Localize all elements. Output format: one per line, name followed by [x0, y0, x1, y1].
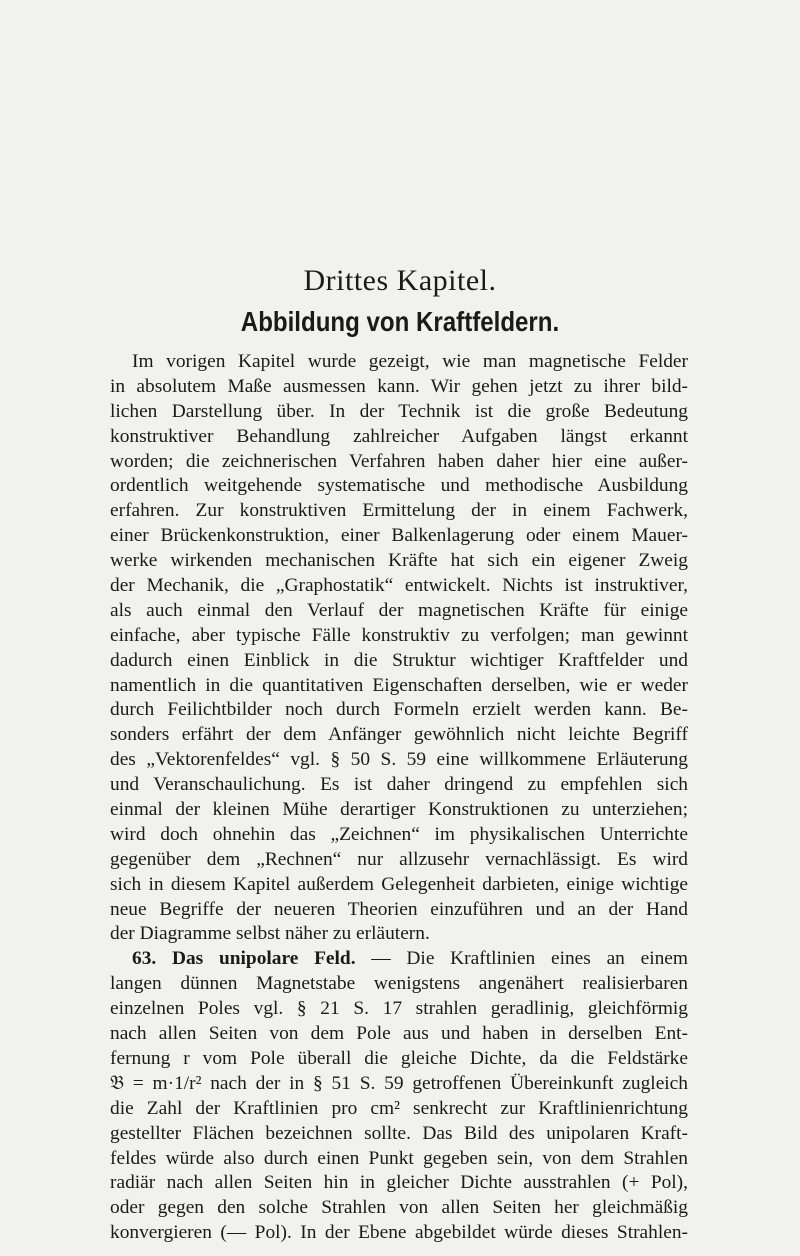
- text-line: in absolutem Maße ausmessen kann. Wir gehen jetzt zu ihrer bild-: [110, 375, 688, 397]
- text-line: der Diagramme selbst näher zu erläutern.: [110, 923, 430, 945]
- text-line: gegenüber dem „Rechnen“ nur allzusehr vernachlässigt. Es wird: [110, 848, 688, 870]
- text-line: und Veranschaulichung. Es ist daher dringend zu empfehlen sich: [110, 774, 688, 796]
- text-line: radiär nach allen Seiten hin in gleicher Dichte ausstrahlen (+ Pol),: [110, 1172, 688, 1194]
- text-line: konstruktiver Behandlung zahlreicher Aufgaben längst erkannt: [110, 425, 688, 447]
- text-line: als auch einmal den Verlauf der magnetischen Kräfte für einige: [110, 599, 688, 621]
- body-text: [110, 350, 688, 1246]
- text-line: feldes würde also durch einen Punkt gegeben sein, von dem Strahlen: [110, 1147, 688, 1169]
- text-line: erfahren. Zur konstruktiven Ermittelung der in einem Fachwerk,: [110, 500, 688, 522]
- text-line: einzelnen Poles vgl. § 21 S. 17 strahlen geradlinig, gleichförmig: [110, 998, 688, 1020]
- text-line: dadurch einen Einblick in die Struktur wichtiger Kraftfelder und: [110, 649, 688, 671]
- text-line: fernung r vom Pole überall die gleiche Dichte, da die Feldstärke: [110, 1047, 688, 1069]
- text-line: konvergieren (— Pol). In der Ebene abgebildet würde dieses Strahlen-: [110, 1222, 688, 1244]
- text-line: sich in diesem Kapitel außerdem Gelegenheit darbieten, einige wichtige: [110, 873, 688, 895]
- text-line: namentlich in die quantitativen Eigenschaften derselben, wie er weder: [110, 674, 688, 696]
- chapter-title: Drittes Kapitel.: [303, 264, 497, 297]
- text-line: einmal der kleinen Mühe derartiger Konstruktionen zu unterziehen;: [110, 799, 688, 821]
- subsection-heading: 63. Das unipolare Feld.: [132, 948, 356, 970]
- text-line: oder gegen den solche Strahlen von allen Seiten her gleichmäßig: [110, 1197, 688, 1219]
- text-line: einfache, aber typische Fälle konstruktiv zu verfolgen; man gewinnt: [110, 624, 688, 646]
- text-line: werke wirkenden mechanischen Kräfte hat sich ein eigener Zweig: [110, 550, 688, 572]
- paragraph-section-63: [110, 947, 688, 1246]
- text-line: ordentlich weitgehende systematische und methodische Ausbildung: [110, 475, 688, 497]
- text-line: sonders erfährt der dem Anfänger gewöhnlich nicht leichte Begriff: [110, 724, 688, 746]
- text-line: langen dünnen Magnetstabe wenigstens angenähert realisierbaren: [110, 973, 688, 995]
- text-line: 𝔅 = m·1/r² nach der in § 51 S. 59 getroffenen Übereinkunft zugleich: [110, 1072, 688, 1094]
- section-title: Abbildung von Kraftfeldern.: [240, 306, 560, 337]
- text-line: gestellter Flächen bezeichnen sollte. Das Bild des unipolaren Kraft-: [110, 1122, 688, 1144]
- text-line: lichen Darstellung über. In der Technik ist die große Bedeutung: [110, 400, 688, 422]
- text-line: neue Begriffe der neueren Theorien einzuführen und an der Hand: [110, 898, 688, 920]
- text-line: die Zahl der Kraftlinien pro cm² senkrecht zur Kraftlinienrichtung: [110, 1097, 688, 1119]
- text-line: [110, 947, 688, 972]
- text-line: Im vorigen Kapitel wurde gezeigt, wie man magnetische Felder: [132, 351, 688, 372]
- paragraph-intro: [110, 350, 688, 947]
- text-line: durch Feilichtbilder noch durch Formeln erzielt werden kann. Be-: [110, 699, 688, 721]
- text-line: der Mechanik, die „Graphostatik“ entwickelt. Nichts ist instruktiver,: [110, 575, 688, 597]
- text-fragment: — Die Kraftlinien eines an einem: [355, 948, 688, 970]
- text-line: des „Vektorenfeldes“ vgl. § 50 S. 59 eine willkommene Erläuterung: [110, 749, 688, 771]
- text-line: worden; die zeichnerischen Verfahren haben daher hier eine außer-: [110, 450, 688, 472]
- text-line: einer Brückenkonstruktion, einer Balkenlagerung oder einem Mauer-: [110, 525, 688, 547]
- text-line: nach allen Seiten von dem Pole aus und haben in derselben Ent-: [110, 1023, 688, 1045]
- text-line: wird doch ohnehin das „Zeichnen“ im physikalischen Unterrichte: [110, 823, 688, 845]
